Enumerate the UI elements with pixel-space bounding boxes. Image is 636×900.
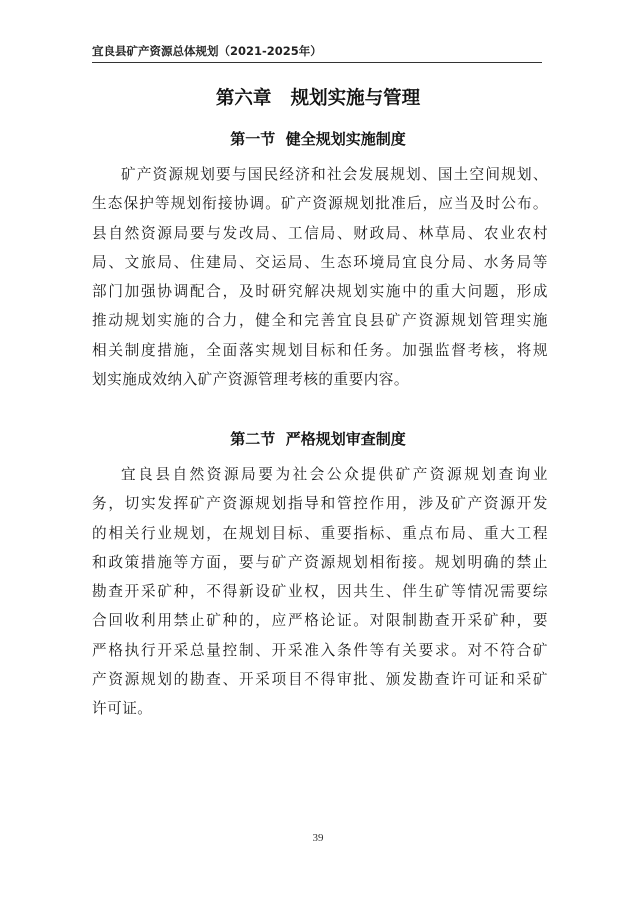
running-header: 宜良县矿产资源总体规划（2021-2025年） (92, 44, 322, 58)
page-number: 39 (312, 832, 324, 844)
section-title-1: 第一节 健全规划实施制度 (230, 130, 406, 148)
paragraph-line: 合回收利用禁止矿种的，应严格论证。对限制勘查开采矿种，要 (92, 612, 548, 630)
paragraph-line: 勘查开采矿种，不得新设矿业权，因共生、伴生矿等情况需要综 (92, 583, 548, 601)
paragraph-line: 部门加强协调配合，及时研究解决规划实施中的重大问题，形成 (92, 283, 548, 301)
paragraph-line: 划实施成效纳入矿产资源管理考核的重要内容。 (92, 371, 409, 389)
section-2-paragraph (92, 460, 548, 724)
paragraph-line: 矿产资源规划要与国民经济和社会发展规划、国土空间规划、 (121, 166, 548, 183)
paragraph-line: 严格执行开采总量控制、开采准入条件等有关要求。对不符合矿 (92, 641, 548, 659)
chapter-title: 第六章 规划实施与管理 (215, 88, 421, 109)
paragraph-line: 局、文旅局、住建局、交运局、生态环境局宜良分局、水务局等 (92, 253, 548, 271)
paragraph-line: 县自然资源局要与发改局、工信局、财政局、林草局、农业农村 (92, 224, 548, 242)
paragraph-line: 的相关行业规划，在规划目标、重要指标、重点布局、重大工程 (92, 524, 548, 542)
paragraph-line: 宜良县自然资源局要为社会公众提供矿产资源规划查询业 (121, 466, 548, 483)
section-1-paragraph (92, 160, 548, 394)
paragraph-line: 务，切实发挥矿产资源规划指导和管控作用，涉及矿产资源开发 (92, 495, 548, 513)
paragraph-line: 生态保护等规划衔接协调。矿产资源规划批准后，应当及时公布。 (92, 195, 548, 213)
header-divider (92, 62, 542, 63)
paragraph-line: 许可证。 (92, 700, 153, 718)
section-title-2: 第二节 严格规划审查制度 (230, 430, 406, 448)
paragraph-line: 相关制度措施，全面落实规划目标和任务。加强监督考核，将规 (92, 341, 548, 359)
paragraph-line: 产资源规划的勘查、开采项目不得审批、颁发勘查许可证和采矿 (92, 671, 548, 689)
paragraph-line: 和政策措施等方面，要与矿产资源规划相衔接。规划明确的禁止 (92, 553, 548, 571)
paragraph-line: 推动规划实施的合力，健全和完善宜良县矿产资源规划管理实施 (92, 312, 548, 330)
